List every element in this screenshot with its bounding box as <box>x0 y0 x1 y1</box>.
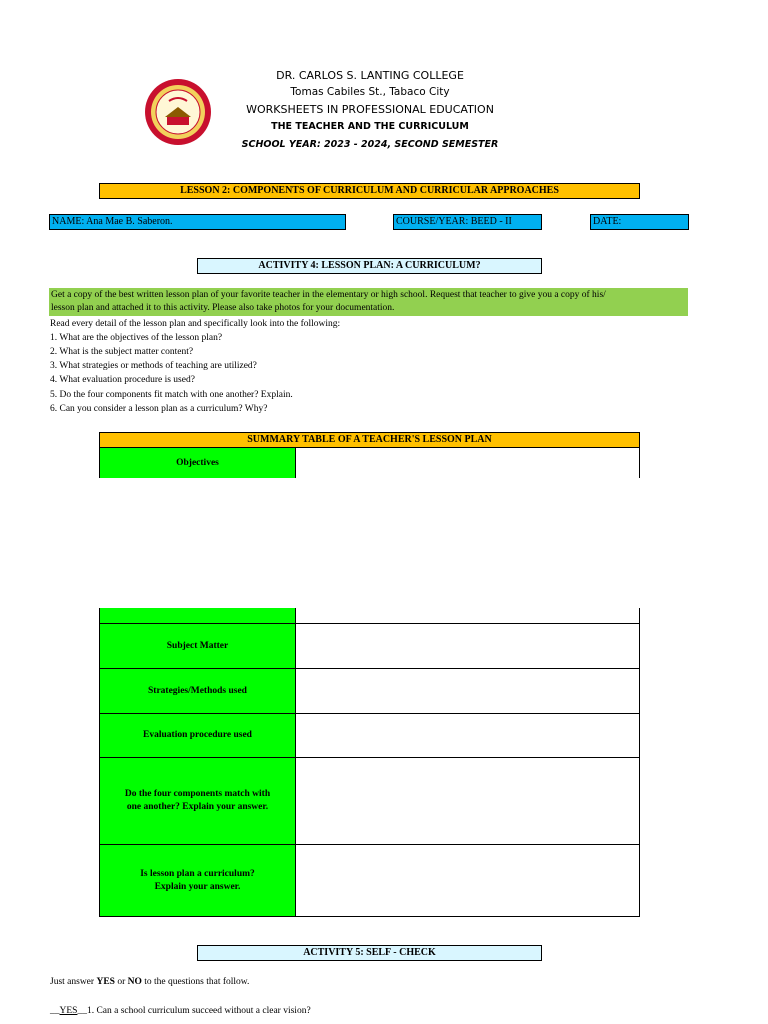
lesson-plan-curriculum-label-line1: Is lesson plan a curriculum? <box>140 868 255 879</box>
read-line: Read every detail of the lesson plan and specifically look into the following: <box>50 319 341 329</box>
school-year: SCHOOL YEAR: 2023 - 2024, SECOND SEMESTER <box>241 139 499 150</box>
question-4: 4. What evaluation procedure is used? <box>50 375 195 385</box>
college-address: Tomas Cabiles St., Tabaco City <box>290 86 450 98</box>
activity5-title: ACTIVITY 5: SELF - CHECK <box>197 945 542 961</box>
components-match-label <box>99 757 296 845</box>
subject-matter-answer[interactable] <box>295 623 640 669</box>
instruction-line-1: Get a copy of the best written lesson plan of your favorite teacher in the elementary or high school. Request that teacher to give you a copy of his/ <box>51 290 606 300</box>
answer-prefix: __ <box>50 1006 60 1016</box>
lesson-plan-curriculum-label <box>99 844 296 917</box>
self-check-item-1 <box>50 1004 311 1018</box>
evaluation-label <box>99 713 296 758</box>
instruction-line-2: lesson plan and attached it to this activity. Please also take photos for your documentation. <box>51 303 395 313</box>
question-2: 2. What is the subject matter content? <box>50 347 194 357</box>
instruction-post: to the questions that follow. <box>141 977 250 987</box>
activity4-instruction <box>49 288 688 316</box>
evaluation-label-text: Evaluation procedure used <box>143 730 252 740</box>
course-title: THE TEACHER AND THE CURRICULUM <box>271 121 469 132</box>
college-name: DR. CARLOS S. LANTING COLLEGE <box>276 69 464 82</box>
objectives-label <box>99 447 296 478</box>
objectives-answer-continued[interactable] <box>295 608 640 624</box>
objectives-label-text: Objectives <box>176 457 219 468</box>
objectives-answer[interactable] <box>295 447 640 478</box>
components-match-answer[interactable] <box>295 757 640 845</box>
instruction-mid: or <box>114 977 128 987</box>
subject-matter-label <box>99 623 296 669</box>
subject-matter-label-text: Subject Matter <box>166 640 229 651</box>
lesson-plan-curriculum-label-line2: Explain your answer. <box>154 881 241 892</box>
course-year-field[interactable]: COURSE/YEAR: BEED - II <box>393 214 542 230</box>
strategies-label-text: Strategies/Methods used <box>148 685 247 696</box>
instruction-yes: YES <box>96 977 115 987</box>
question-6: 6. Can you consider a lesson plan as a curriculum? Why? <box>50 404 268 414</box>
name-field[interactable]: NAME: Ana Mae B. Saberon. <box>49 214 346 230</box>
activity5-instruction <box>50 975 249 989</box>
question-3: 3. What strategies or methods of teaching are utilized? <box>50 361 257 371</box>
summary-table-title: SUMMARY TABLE OF A TEACHER'S LESSON PLAN <box>99 432 640 448</box>
answer-blank[interactable]: YES <box>59 1006 78 1016</box>
lesson-bar: LESSON 2: COMPONENTS OF CURRICULUM AND CURRICULAR APPROACHES <box>99 183 640 199</box>
instruction-pre: Just answer <box>50 977 97 987</box>
worksheets-title: WORKSHEETS IN PROFESSIONAL EDUCATION <box>246 103 494 116</box>
strategies-answer[interactable] <box>295 668 640 714</box>
date-field[interactable]: DATE: <box>590 214 689 230</box>
evaluation-answer[interactable] <box>295 713 640 758</box>
components-match-label-line2: one another? Explain your answer. <box>126 802 269 812</box>
question-5: 5. Do the four components fit match with one another? Explain. <box>50 390 293 400</box>
instruction-no: NO <box>127 977 142 987</box>
lesson-plan-curriculum-answer[interactable] <box>295 844 640 917</box>
question-text: __1. Can a school curriculum succeed without a clear vision? <box>77 1006 311 1016</box>
activity4-title: ACTIVITY 4: LESSON PLAN: A CURRICULUM? <box>197 258 542 274</box>
strategies-label <box>99 668 296 714</box>
components-match-label-line1: Do the four components match with <box>124 789 271 799</box>
objectives-label-continued <box>99 608 296 624</box>
question-1: 1. What are the objectives of the lesson plan? <box>50 333 223 343</box>
